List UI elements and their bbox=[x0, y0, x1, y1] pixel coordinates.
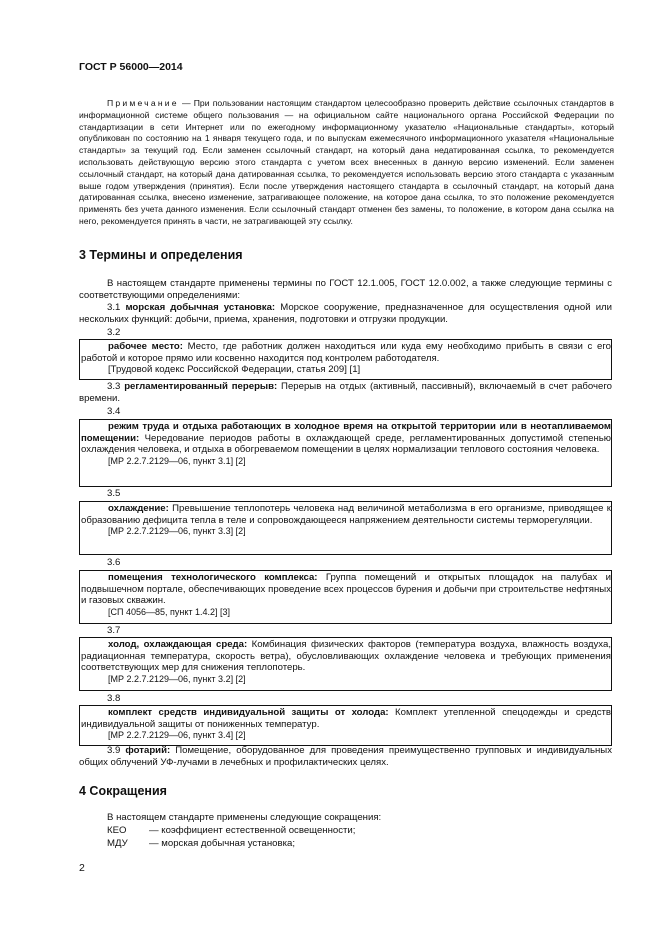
term-definition: Чередование периодов работы в охлаждающей среде, регламентированных допустимой степенью охлаждения человека, и отдыха в обогреваемом помещении в целях нормализации теплового состояния человека. bbox=[81, 432, 611, 456]
section-3-intro: В настоящем стандарте применены термины по ГОСТ 12.1.005, ГОСТ 12.0.002, а также следующие термины с соответствующими определениями: bbox=[79, 278, 612, 301]
term-definition: Комбинация физических факторов (температура воздуха, влажность воздуха, радиационная температура, скорость ветра), обусловливающих охлаждение человека и требующих применения соответствующих мер для снижения теплопотерь. bbox=[81, 639, 611, 674]
term-definition: Превышение теплопотерь человека над величиной метаболизма в его организме, приводящее к образованию дефицита тепла в теле и сопровождающееся напряжением деятельности системы терморегуляции. bbox=[81, 503, 611, 526]
note-label: Примечание bbox=[107, 98, 179, 108]
term-box-3-2 bbox=[79, 339, 612, 380]
term-name: рабочее место: bbox=[108, 341, 183, 352]
note-paragraph bbox=[79, 98, 614, 228]
term-name: фотарий: bbox=[125, 745, 171, 756]
term-name: регламентированный перерыв: bbox=[124, 381, 278, 392]
term-number: 3.8 bbox=[107, 693, 121, 704]
term-source: [МР 2.2.7.2129—06, пункт 3.3] [2] bbox=[108, 526, 246, 537]
term-box-3-7 bbox=[79, 637, 612, 691]
term-definition: Место, где работник должен находиться или куда ему необходимо прибыть в связи с его работой и которое прямо или косвенно находится под контролем работодателя. bbox=[81, 341, 611, 364]
section-3-heading: 3 Термины и определения bbox=[79, 248, 243, 262]
term-number: 3.1 bbox=[107, 302, 121, 313]
term-number: 3.5 bbox=[107, 488, 121, 499]
term-name: холод, охлаждающая среда: bbox=[108, 639, 248, 650]
term-definition: Комплект утепленной спецодежды и средств индивидуальной защиты от пониженных температур. bbox=[81, 707, 611, 730]
abbreviation-definition: — коэффициент естественной освещенности; bbox=[149, 825, 356, 836]
note-text: — При пользовании настоящим стандартом целесообразно проверить действие ссылочных стандартов в информационной системе общего пользования — на официальном сайте национального органа Российской Федерации по стандартизации в сети Интернет или по ежегодному информационному указателю «Национальные стандарты», который опубликован по состоянию на 1 января текущего года, и по выпускам ежемесячного информационного указателя «Национальные стандарты» за текущий год. Если заменен ссылочный стандарт, на который дана недатированная ссылка, то рекомендуется использовать действующую версию этого стандарта с учетом всех внесенных в данную версию изменений. Если заменен ссылочный стандарт, на который дана датированная ссылка, то рекомендуется использовать версию этого стандарта с указанным выше годом утверждения (принятия). Если после утверждения настоящего стандарта в ссылочный стандарт, на который дана датированная ссылка, внесено изменение, затрагивающее положение, на которое дана ссылка, то это положение рекомендуется применять без учета данного изменения. Если ссылочный стандарт отменен без замены, то положение, в котором дана ссылка на него, рекомендуется принять в части, не затрагивающей эту ссылку. bbox=[79, 98, 614, 226]
term-box-3-4 bbox=[79, 419, 612, 487]
term-box-3-8 bbox=[79, 705, 612, 746]
term-3-3 bbox=[79, 381, 612, 404]
term-name: режим труда и отдыха работающих в холодное время на открытой территории или в неотапливаемом помещении: bbox=[81, 421, 611, 444]
section-4-intro: В настоящем стандарте применены следующие сокращения: bbox=[107, 812, 382, 823]
abbreviation-term: МДУ bbox=[107, 838, 128, 849]
term-number: 3.2 bbox=[107, 327, 121, 338]
term-source: [СП 4056—85, пункт 1.4.2] [3] bbox=[108, 606, 231, 617]
section-4-heading: 4 Сокращения bbox=[79, 784, 167, 798]
term-number: 3.7 bbox=[107, 625, 121, 636]
term-name: помещения технологического комплекса: bbox=[108, 572, 318, 583]
term-definition: Группа помещений и открытых площадок на палубах и подвышечном портале, обеспечивающих проведение всех процессов бурения и добычи при строительстве нефтяных и газовых скважин. bbox=[81, 572, 611, 607]
term-source: [МР 2.2.7.2129—06, пункт 3.1] [2] bbox=[108, 455, 246, 466]
term-source: [Трудовой кодекс Российской Федерации, статья 209] [1] bbox=[108, 364, 361, 376]
term-number: 3.6 bbox=[107, 557, 121, 568]
term-definition: Помещение, оборудованное для проведения преимущественно групповых и индивидуальных общих облучений УФ-лучами в лечебных и профилактических целях. bbox=[79, 745, 612, 768]
term-source: [МР 2.2.7.2129—06, пункт 3.4] [2] bbox=[108, 730, 246, 741]
term-name: комплект средств индивидуальной защиты от холода: bbox=[108, 707, 389, 718]
term-definition: Перерыв на отдых (активный, пассивный), включаемый в счет рабочего времени. bbox=[79, 381, 612, 404]
term-3-1 bbox=[79, 302, 612, 325]
abbreviation-term: КЕО bbox=[107, 825, 127, 836]
term-box-3-6 bbox=[79, 570, 612, 624]
term-name: охлаждение: bbox=[108, 503, 169, 514]
term-3-9 bbox=[79, 745, 612, 768]
term-box-3-5 bbox=[79, 501, 612, 555]
term-source: [МР 2.2.7.2129—06, пункт 3.2] [2] bbox=[108, 673, 246, 684]
term-number: 3.3 bbox=[107, 381, 121, 392]
abbreviation-definition: — морская добычная установка; bbox=[149, 838, 295, 849]
term-definition: Морское сооружение, предназначенное для осуществления одной или нескольких функций: добычи, приема, хранения, подготовки и отгрузки продукции. bbox=[79, 302, 613, 325]
term-name: морская добычная установка: bbox=[125, 302, 276, 313]
term-number: 3.4 bbox=[107, 406, 121, 417]
document-header: ГОСТ Р 56000—2014 bbox=[79, 61, 183, 73]
term-number: 3.9 bbox=[107, 745, 121, 756]
page-number: 2 bbox=[79, 862, 85, 874]
